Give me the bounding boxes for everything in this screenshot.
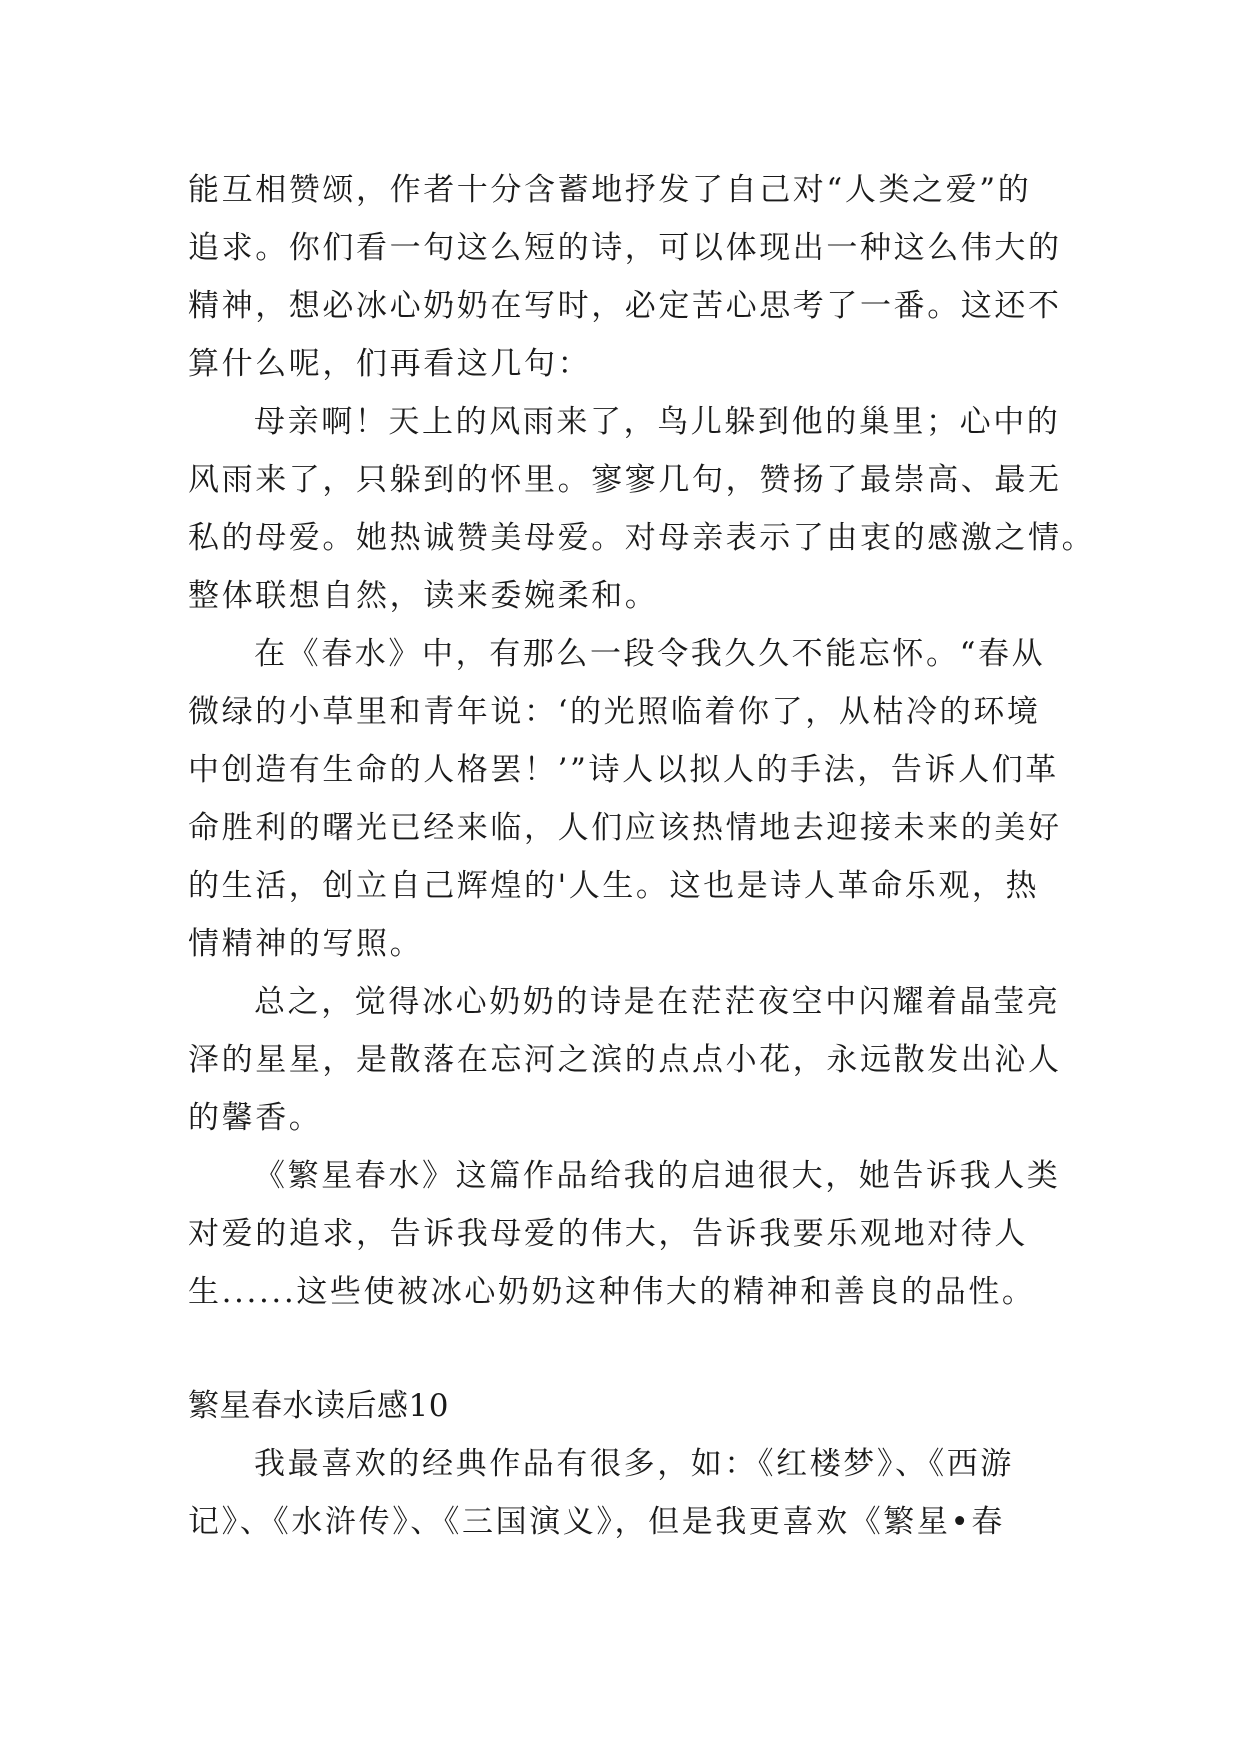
paragraph-line: 生......这些使被冰心奶奶这种伟大的精神和善良的品性。: [188, 1274, 1036, 1310]
paragraph-line: 整体联想自然，读来委婉柔和。: [188, 578, 659, 614]
paragraph-line: 母亲啊！天上的风雨来了，鸟儿躲到他的巢里；心中的: [254, 404, 1061, 440]
paragraph-line: 我最喜欢的经典作品有很多，如：《红楼梦》、《西游: [254, 1446, 1014, 1482]
paragraph-line: 风雨来了，只躲到的怀里。寥寥几句，赞扬了最崇高、最无: [188, 462, 1062, 498]
paragraph-line: 命胜利的曙光已经来临，人们应该热情地去迎接未来的美好: [188, 810, 1062, 846]
paragraph-line: 追求。你们看一句这么短的诗，可以体现出一种这么伟大的: [188, 230, 1062, 266]
paragraph-line: 对爱的追求，告诉我母爱的伟大，告诉我要乐观地对待人: [188, 1216, 1028, 1252]
paragraph-line: 能互相赞颂，作者十分含蓄地抒发了自己对“人类之爱”的: [188, 172, 1032, 208]
paragraph-line: 算什么呢，们再看这几句：: [188, 346, 592, 382]
paragraph-line: 总之，觉得冰心奶奶的诗是在茫茫夜空中闪耀着晶莹亮: [254, 984, 1061, 1020]
paragraph-line: 泽的星星，是散落在忘河之滨的点点小花，永远散发出沁人: [188, 1042, 1062, 1078]
paragraph-line: 《繁星春水》这篇作品给我的启迪很大，她告诉我人类: [254, 1158, 1061, 1194]
paragraph-line: 情精神的写照。: [188, 926, 424, 962]
paragraph-line: 的馨香。: [188, 1100, 323, 1136]
paragraph-line: 微绿的小草里和青年说：‘的光照临着你了，从枯冷的环境: [188, 694, 1041, 730]
paragraph-line: 私的母爱。她热诚赞美母爱。对母亲表示了由衷的感激之情。: [188, 520, 1096, 556]
paragraph-line: 中创造有生命的人格罢！’”诗人以拟人的手法，告诉人们革: [188, 752, 1059, 788]
section-heading: 繁星春水读后感10: [188, 1388, 449, 1424]
paragraph-line: 精神，想必冰心奶奶在写时，必定苦心思考了一番。这还不: [188, 288, 1062, 324]
paragraph-line: 记》、《水浒传》、《三国演义》，但是我更喜欢《繁星•春: [188, 1504, 1005, 1540]
paragraph-line: 在《春水》中，有那么一段令我久久不能忘怀。“春从: [254, 636, 1046, 672]
paragraph-line: 的生活，创立自己辉煌的'人生。这也是诗人革命乐观，热: [188, 868, 1040, 904]
